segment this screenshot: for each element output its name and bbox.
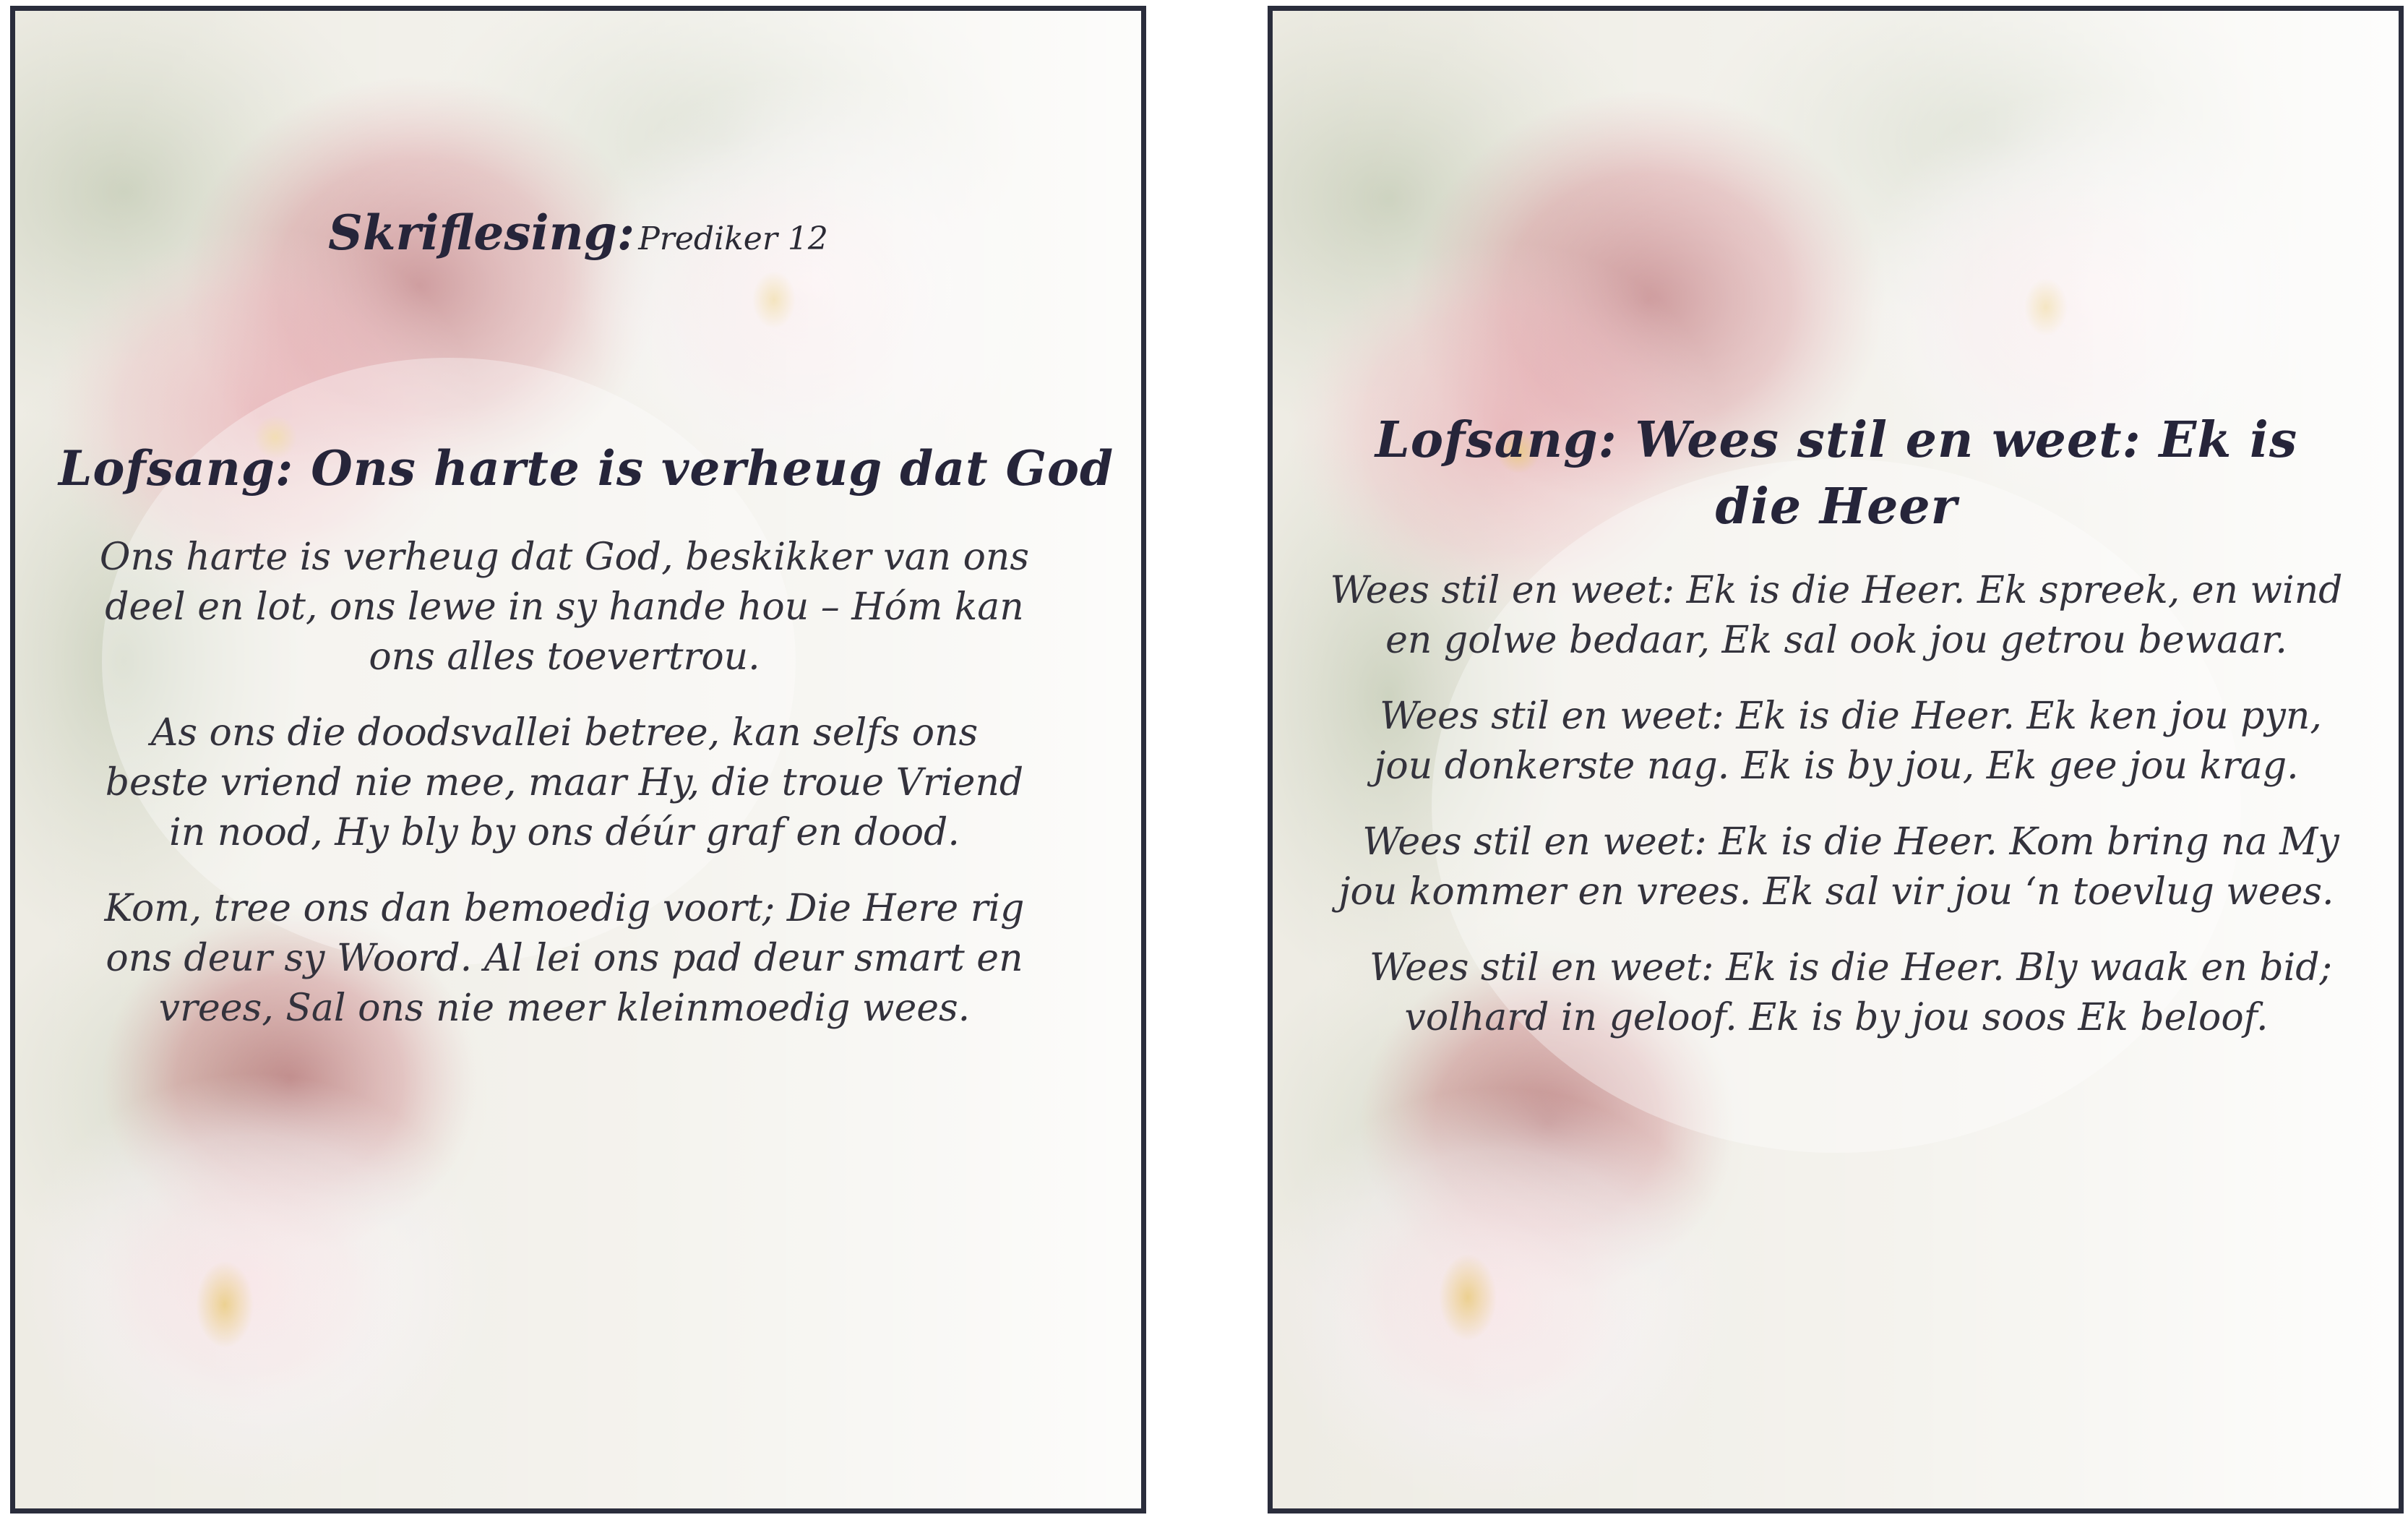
hymn-title-left: Lofsang: Ons harte is verheug dat God <box>59 440 1114 497</box>
scripture-reading-reference: Prediker 12 <box>638 220 828 257</box>
left-page <box>10 6 1146 1513</box>
stanza: Wees stil en weet: Ek is die Heer. Ek spreek, en wind en golwe bedaar, Ek sal ook jou getrou bewaar. <box>1330 569 2343 662</box>
hymn-stanzas-left <box>95 533 1034 1034</box>
stanza: Ons harte is verheug dat God, beskikker van ons deel en lot, ons lewe in sy hande hou – Hóm kan ons alles toevertrou. <box>99 536 1030 679</box>
scripture-reading-line <box>15 205 1141 261</box>
hymn-title-right: Lofsang: Wees stil en weet: Ek is die Heer <box>1375 411 2298 536</box>
hymn-stanzas-right <box>1316 566 2357 1043</box>
stanza: Kom, tree ons dan bemoedig voort; Die Here rig ons deur sy Woord. Al lei ons pad deur smart en vrees, Sal ons nie meer kleinmoedig wees. <box>104 887 1025 1030</box>
stanza: Wees stil en weet: Ek is die Heer. Bly waak en bid; volhard in geloof. Ek is by jou soos Ek beloof. <box>1369 946 2333 1039</box>
right-page-text <box>1273 11 2399 1508</box>
scripture-reading-label: Skriflesing: <box>328 205 635 261</box>
stanza: Wees stil en weet: Ek is die Heer. Ek ken jou pyn, jou donkerste nag. Ek is by jou, Ek gee jou krag. <box>1374 695 2322 788</box>
right-page <box>1268 6 2404 1513</box>
stanza: As ons die doodsvallei betree, kan selfs ons beste vriend nie mee, maar Hy, die troue Vriend in nood, Hy bly by ons déúr graf en dood. <box>105 711 1024 854</box>
stanza: Wees stil en weet: Ek is die Heer. Kom bring na My jou kommer en vrees. Ek sal vir jou ‘n toevlug wees. <box>1338 820 2339 914</box>
left-page-text <box>15 11 1141 1508</box>
